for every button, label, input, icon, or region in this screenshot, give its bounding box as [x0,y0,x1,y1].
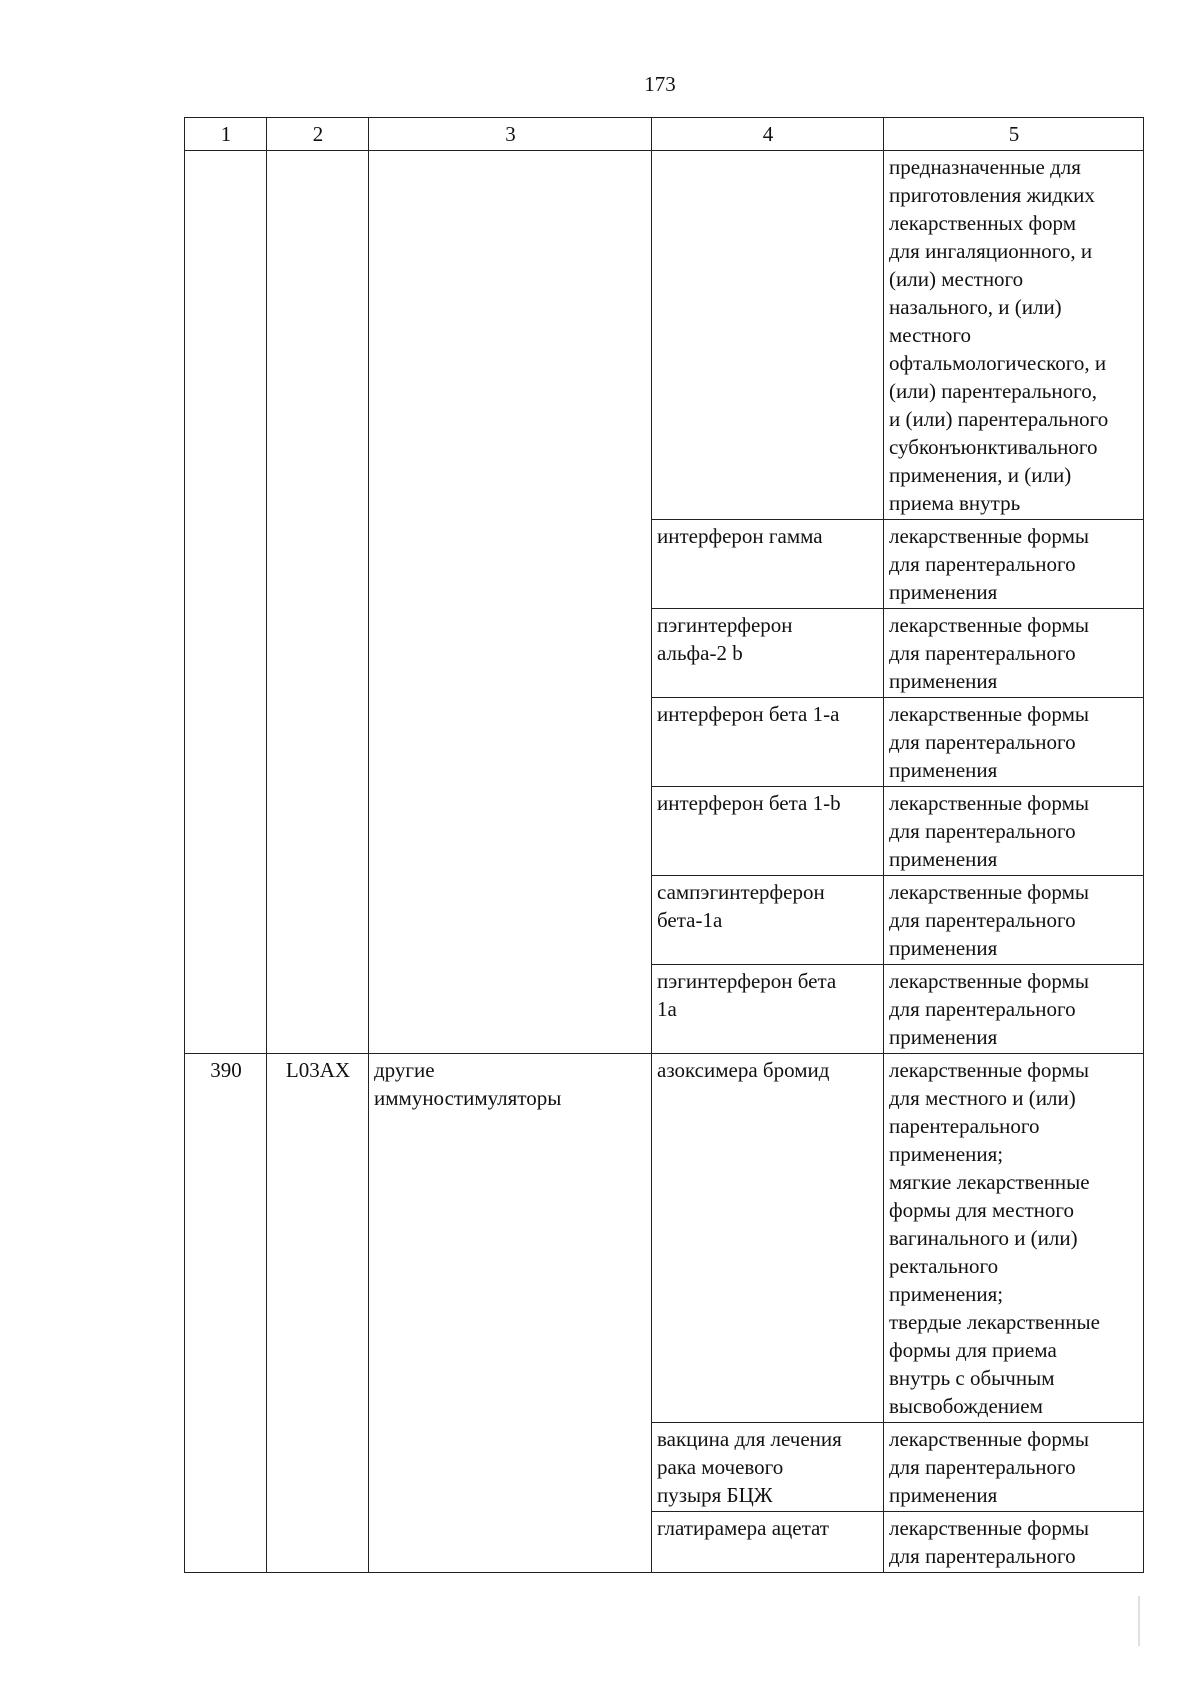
num-cell: 390 [185,1054,267,1573]
drug-cell: интерферон гамма [652,520,884,609]
drug-cell: вакцина для лечения рака мочевого пузыря БЦЖ [652,1423,884,1512]
stamp-border [1138,1596,1140,1646]
page-number: 173 [644,72,676,96]
dosage-cell: лекарственные формы для парентерального [884,1512,1144,1573]
drug-cell: азоксимера бромид [652,1054,884,1423]
dosage-cell: лекарственные формы для парентерального применения [884,876,1144,965]
drug-cell: сампэгинтерферон бета-1a [652,876,884,965]
table-row [185,1054,1144,1423]
header-cell: 4 [652,118,884,151]
table-row [185,151,1144,520]
header-cell: 5 [884,118,1144,151]
dosage-cell: предназначенные для приготовления жидких лекарственных форм для ингаляционного, и (или) местного назального, и (или) местного офтальмологического, и (или) парентерального, и (или) парентерального субконъюнктивального применения, и (или) приема внутрь [884,151,1144,520]
code-cell: L03AX [267,1054,369,1573]
dosage-cell: лекарственные формы для парентерального применения [884,965,1144,1054]
group-name-cell [369,151,652,1054]
header-cell: 2 [267,118,369,151]
dosage-cell: лекарственные формы для парентерального применения [884,609,1144,698]
drug-cell: пэгинтерферон альфа-2 b [652,609,884,698]
faded-stamp [930,1592,1140,1662]
dosage-cell: лекарственные формы для местного и (или) парентерального применения; мягкие лекарственные формы для местного вагинального и (или) ректального применения; твердые лекарственные формы для приема внутрь с обычным высвобождением [884,1054,1144,1423]
header-cell: 3 [369,118,652,151]
group-name-cell: другие иммуностимуляторы [369,1054,652,1573]
table-header-row [185,118,1144,151]
code-cell [267,151,369,1054]
medications-table [184,117,1144,1573]
drug-cell: интерферон бета 1-a [652,698,884,787]
drug-cell [652,151,884,520]
dosage-cell: лекарственные формы для парентерального применения [884,520,1144,609]
drug-cell: пэгинтерферон бета 1a [652,965,884,1054]
header-cell: 1 [185,118,267,151]
dosage-cell: лекарственные формы для парентерального применения [884,1423,1144,1512]
drug-cell: глатирамера ацетат [652,1512,884,1573]
dosage-cell: лекарственные формы для парентерального применения [884,698,1144,787]
drug-cell: интерферон бета 1-b [652,787,884,876]
dosage-cell: лекарственные формы для парентерального применения [884,787,1144,876]
num-cell [185,151,267,1054]
